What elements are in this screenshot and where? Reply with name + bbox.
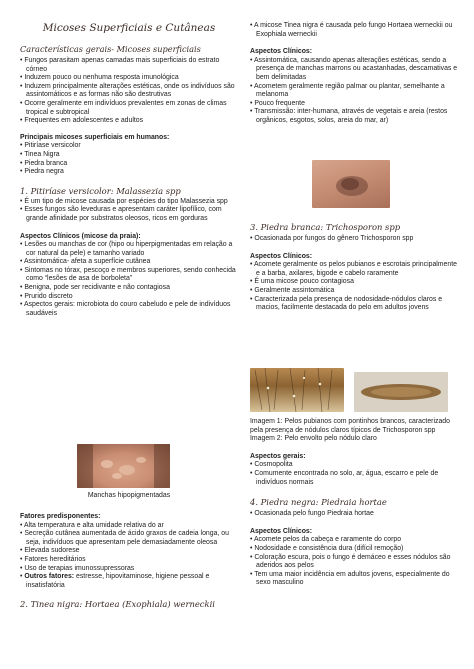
predisposing-factors-list xyxy=(20,522,240,574)
section-3-general-list xyxy=(250,461,462,487)
list-item: • Esses fungos são leveduras e apresentam caráter lipofílico, com grande afinidade por substratos oleosos, ricos em gorduras xyxy=(20,206,240,223)
section-3-heading: 3. Piedra branca: Trichosporon spp xyxy=(250,222,401,232)
section-3-list xyxy=(250,235,462,244)
section-4-clinical-heading: Aspectos Clínicos: xyxy=(250,527,313,535)
list-item: • Prurido discreto xyxy=(20,293,240,302)
list-item: • Caracterizada pela presença de nodosidade-nódulos claros e macios, facilmente destacada do pelo em adultos jovens xyxy=(250,296,462,313)
list-item: • Ocasionada pelo fungo Piedraia hortae xyxy=(250,510,462,519)
list-item: • Secreção cutânea aumentada de ácido graxos de cadeia longa, ou seja, indivíduos que apresentam pele demasiadamente oleosa xyxy=(20,530,240,547)
list-item: • Assintomática- afeta a superfície cutânea xyxy=(20,258,240,267)
section-1-clinical-heading: Aspectos Clínicos (micose da praia): xyxy=(20,232,141,240)
list-item: • Tem uma maior incidência em adultos jovens, especialmente do sexo masculino xyxy=(250,571,462,588)
list-item: • Lesões ou manchas de cor (hipo ou hiperpigmentadas em relação a cor natural da pele) e tamanho variado xyxy=(20,241,240,258)
other-factors-item xyxy=(20,573,240,590)
list-item: • Geralmente assintomática xyxy=(250,287,462,296)
list-item: • Pouco frequente xyxy=(250,100,462,109)
list-item: • Coloração escura, pois o fungo é demáceo e esses nódulos são aderidos aos pelos xyxy=(250,554,462,571)
hair-shaft-graphic xyxy=(354,372,448,412)
list-item: • Fatores hereditários xyxy=(20,556,240,565)
list-item: • Acomete geralmente os pelos pubianos e escrotais principalmente e a barba, axilares, bigode e cabelo raramente xyxy=(250,261,462,278)
hair-nodules-graphic xyxy=(250,368,344,412)
list-item: • Aspectos gerais: microbiota do couro cabeludo e pele de indivíduos saudáveis xyxy=(20,301,240,318)
right-column-lower xyxy=(250,418,462,588)
image-1-caption: Imagem 1: Pelos pubianos com pontinhos brancos, caracterizado pela presença de nódulos claros típicos de Trichosporon spp xyxy=(250,418,450,434)
tinea-nigra-clinical-heading: Aspectos Clínicos: xyxy=(250,48,313,56)
list-item: • Induzem principalmente alterações estéticas, onde os indivíduos são assintomáticos e as formas não são destrutivas xyxy=(20,83,240,100)
left-column-bottom xyxy=(20,513,240,609)
list-item: • É um tipo de micose causada por espécies do tipo Malassezia spp xyxy=(20,198,240,207)
list-item: • Uso de terapias imunossupressoras xyxy=(20,565,240,574)
section-3-clinical-heading: Aspectos Clínicos: xyxy=(250,252,313,260)
list-item: • Fungos parasitam apenas camadas mais superficiais do estrato córneo xyxy=(20,57,240,74)
section-1-list xyxy=(20,198,240,224)
list-item: • É uma micose pouco contagiosa xyxy=(250,278,462,287)
other-factors-text: estresse, hipovitaminose, higiene pessoal e insatisfatória xyxy=(26,573,210,589)
page-title: Micoses Superficiais e Cutâneas xyxy=(42,22,216,34)
image-2-caption: Imagem 2: Pelo envolto pelo nódulo claro xyxy=(250,435,377,443)
tinea-nigra-palm-image xyxy=(312,160,390,208)
tinea-nigra-clinical-list xyxy=(250,57,462,126)
pubic-hair-nodules-image xyxy=(250,368,344,412)
main-mycoses-heading: Principais micoses superficiais em humanos: xyxy=(20,133,170,141)
right-column xyxy=(250,22,462,126)
list-item: • Elevada sudorese xyxy=(20,547,240,556)
list-item: • Cosmopolita xyxy=(250,461,462,470)
skin-patches-graphic xyxy=(77,444,170,488)
list-item: • A micose Tinea nigra é causada pelo fungo Hortaea werneckii ou Exophiala werneckii xyxy=(250,22,462,39)
section-4-list xyxy=(250,510,462,519)
predisposing-factors-heading: Fatores predisponentes: xyxy=(20,513,101,520)
list-item: • Pitiríase versicolor xyxy=(20,142,240,151)
list-item: • Benigna, pode ser recidivante e não contagiosa xyxy=(20,284,240,293)
left-column xyxy=(20,44,240,318)
hair-shaft-nodule-image xyxy=(354,372,448,412)
section-subtitle: Características gerais- Micoses superficiais xyxy=(20,44,201,54)
list-item: • Induzem pouco ou nenhuma resposta imunológica xyxy=(20,74,240,83)
section-3-clinical-list xyxy=(250,261,462,313)
list-item: • Acomete pelos da cabeça e raramente do corpo xyxy=(250,536,462,545)
list-item: • Ocasionada por fungos do gênero Trichosporon spp xyxy=(250,235,462,244)
list-item: • Piedra negra xyxy=(20,168,240,177)
section-1-clinical-list xyxy=(20,241,240,318)
list-item: • Frequentes em adolescentes e adultos xyxy=(20,117,240,126)
general-characteristics-list xyxy=(20,57,240,126)
list-item: • Acometem geralmente região palmar ou plantar, semelhante a melanoma xyxy=(250,83,462,100)
list-item: • Sintomas no tórax, pescoço e membros superiores, sendo conhecida como “lesões de asa de borboleta” xyxy=(20,267,240,284)
hypopigmented-patches-image xyxy=(77,444,170,488)
list-item: • Alta temperatura e alta umidade relativa do ar xyxy=(20,522,240,531)
section-1-heading: 1. Pitiríase versicolor: Malassezia spp xyxy=(20,185,181,196)
list-item: • Comumente encontrada no solo, ar, água, escarro e pele de indivíduos normais xyxy=(250,470,462,487)
list-item: • Piedra branca xyxy=(20,160,240,169)
list-item: • Transmissão: inter-humana, através de vegetais e areia (restos orgânicos, esgotos, solos, areia do mar, ar) xyxy=(250,108,462,125)
list-item: • Tinea Nigra xyxy=(20,151,240,160)
tinea-nigra-intro-list xyxy=(250,22,462,39)
section-4-clinical-list xyxy=(250,536,462,588)
list-item: • Ocorre geralmente em indivíduos prevalentes em zonas de climas tropical e subtropical xyxy=(20,100,240,117)
palm-lesion-graphic xyxy=(312,160,390,208)
section-3-general-heading: Aspectos gerais: xyxy=(250,452,306,460)
section-2-heading: 2. Tinea nigra: Hortaea (Exophiala) werneckii xyxy=(20,599,215,610)
left-image-caption: Manchas hipopigmentadas xyxy=(87,492,171,499)
section-4-heading: 4. Piedra negra: Piedraia hortae xyxy=(250,497,387,508)
main-mycoses-list xyxy=(20,142,240,176)
list-item: • Assintomática, causando apenas alterações estéticas, sendo a presença de manchas marrons ou acastanhadas, descamativas e bem delimitadas xyxy=(250,57,462,83)
right-column-mid xyxy=(250,222,462,313)
list-item: • Nodosidade e consistência dura (difícil remoção) xyxy=(250,545,462,554)
other-factors-label: Outros fatores: xyxy=(24,573,75,581)
